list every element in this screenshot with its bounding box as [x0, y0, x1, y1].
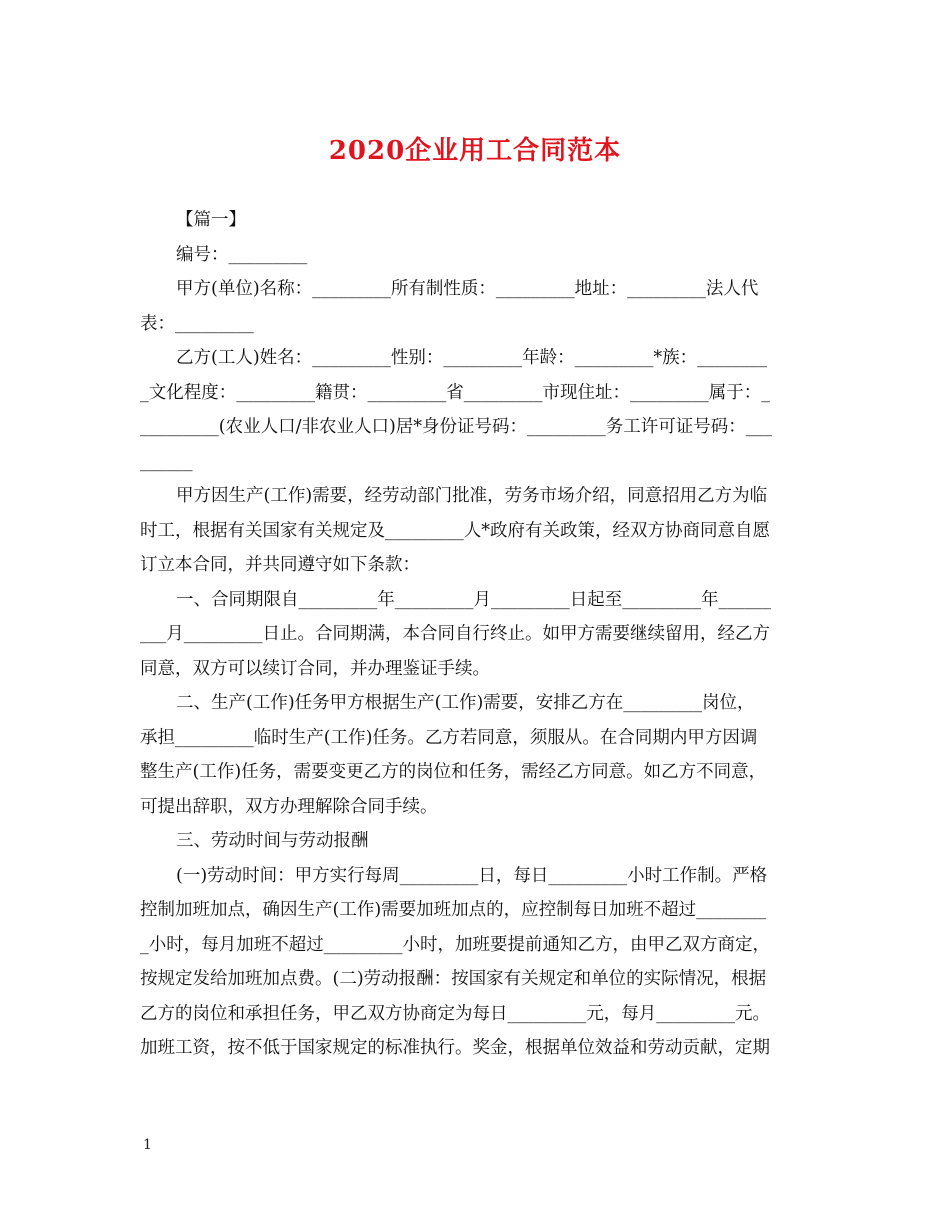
text-line: 【篇一】 — [176, 210, 246, 230]
text-line: 表：_________ — [140, 313, 254, 334]
text-line: 甲方因生产(工作)需要，经劳动部门批准，劳务市场介绍，同意招用乙方为临 — [176, 486, 768, 506]
text-line: 整生产(工作)任务，需要变更乙方的岗位和任务，需经乙方同意。如乙方不同意， — [140, 762, 767, 782]
text-line: 二、生产(工作)任务甲方根据生产(工作)需要，安排乙方在_________岗位， — [176, 693, 755, 713]
text-line: 可提出辞职，双方办理解除合同手续。 — [140, 796, 438, 817]
text-line: _________(农业人口/非农业人口)居*身份证号码：_________务工许可证号码：___ — [140, 417, 773, 437]
page-number: 1 — [143, 1137, 152, 1153]
text-line: 控制加班加点，确因生产(工作)需要加班加点的，应控制每日加班不超过________ — [140, 900, 767, 920]
text-line: (一)劳动时间：甲方实行每周_________日，每日_________小时工作制。严格 — [176, 865, 768, 886]
text-line: 同意，双方可以续订合同，并办理鉴证手续。 — [140, 658, 490, 679]
text-line: 加班工资，按不低于国家规定的标准执行。奖金，根据单位效益和劳动贡献，定期 — [140, 1038, 770, 1058]
text-line: _小时，每月加班不超过_________小时，加班要提前通知乙方，由甲乙双方商定， — [140, 934, 770, 955]
text-line: 三、劳动时间与劳动报酬 — [176, 831, 369, 851]
text-line: 乙方的岗位和承担任务，甲乙双方协商定为每日_________元，每月_________元。 — [140, 1003, 770, 1024]
text-line: 一、合同期限自_________年_________月_________日起至_________年______ — [176, 589, 771, 610]
text-line: 乙方(工人)姓名：_________性别：_________年龄：_________*族：________ — [176, 348, 768, 368]
text-line: ___月_________日止。合同期满，本合同自行终止。如甲方需要继续留用，经乙方 — [140, 624, 770, 644]
text-line: 甲方(单位)名称：_________所有制性质：_________地址：_________法人代 — [176, 279, 759, 299]
text-line: 时工，根据有关国家有关规定及_________人*政府有关政策，经双方协商同意自愿 — [140, 520, 770, 541]
text-line: 订立本合同，并共同遵守如下条款： — [140, 555, 420, 575]
text-line: 承担_________临时生产(工作)任务。乙方若同意，须服从。在合同期内甲方因调 — [140, 727, 758, 748]
text-line: ______ — [140, 451, 193, 472]
text-line: 编号：_________ — [176, 244, 308, 265]
text-line: 按规定发给加班加点费。(二)劳动报酬：按国家有关规定和单位的实际情况，根据 — [140, 969, 767, 989]
text-line: _文化程度：_________籍贯：_________省_________市现住址：_________属于：_ — [140, 382, 770, 403]
document-title: 2020企业用工合同范本 — [328, 136, 622, 166]
document-body — [140, 203, 812, 1066]
